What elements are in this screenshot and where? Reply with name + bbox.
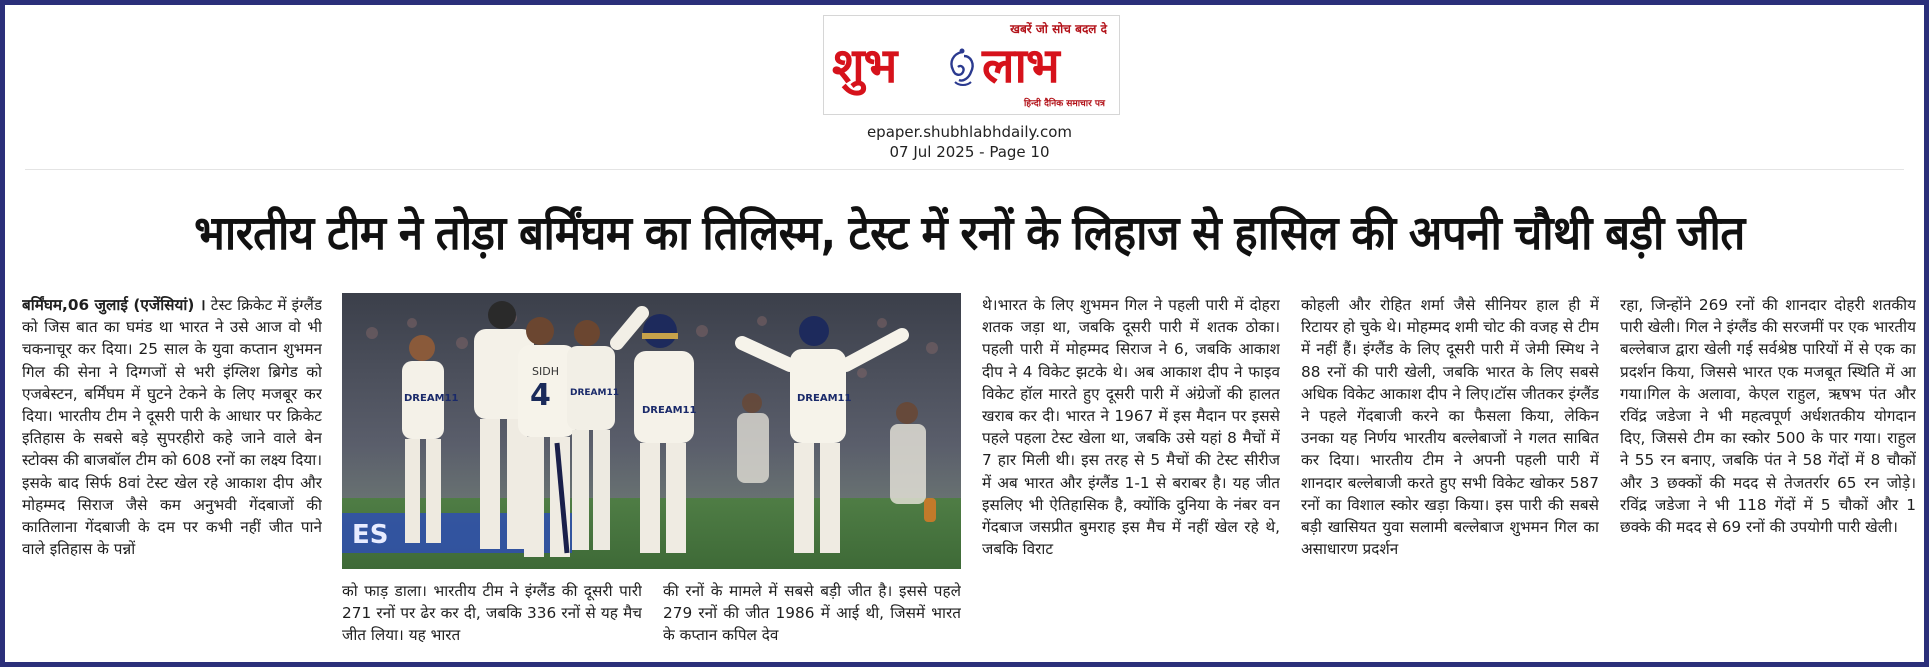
jersey-sponsor: DREAM11 [797,393,852,404]
article-column-3-text: की रनों के मामले में सबसे बड़ी जीत है। इससे पहले 279 रनों की जीत 1986 में आई थी, जिसमें भारत के कप्तान कपिल देव [663,582,961,645]
masthead-logo-left: शुभ [832,38,897,94]
masthead-tagline: खबरें जो सोच बदल दे [1010,22,1107,36]
jersey-sponsor: DREAM11 [642,405,697,416]
edition-date-page: 07 Jul 2025 - Page 10 [889,143,1050,161]
masthead [823,15,1120,115]
cricket-celebration-photo [342,293,961,569]
article-column-6-text: रहा, जिन्होंने 269 रनों की शानदार दोहरी शतकीय पारी खेली। गिल ने इंग्लैंड की सरजमीं पर एक भारतीय बल्लेबाज द्वारा खेली गई सर्वश्रेष्ठ पारियों में से एक का प्रदर्शन किया, जिससे भारत एक मजबूत स्थिति में आ गया।गिल के अलावा, केएल राहुल, ऋषभ पंत और रविंद्र जडेजा ने भी महत्वपूर्ण अर्धशतकीय योगदान दिए, जिससे टीम का स्कोर 500 के पार गया। राहुल ने 55 रन बनाए, जबकि पंत ने 58 गेंदों में 8 चौकों और 3 छक्कों की मदद से तेजतर्रार 65 रन जोड़े। रविंद्र जडेजा ने भी 118 गेंदों में 5 चौकों और 1 छक्के की मदद से 69 रनों की उपयोगी पारी खेली। [1620,296,1916,537]
jersey-sponsor: DREAM11 [404,393,459,404]
article-column-4-text: थे।भारत के लिए शुभमन गिल ने पहली पारी में दोहरा शतक जड़ा था, जबकि दूसरी पारी में शतक ठोका। पहली पारी में मोहम्मद सिराज ने 6, जबकि आकाश दीप ने 4 विकेट झटके थे। अब आकाश दीप ने फाइव विकेट हॉल मारते हुए दूसरी पारी में अंग्रेजों की हालत खराब कर दी। भारत ने 1967 में इस मैदान पर इससे पहले पहला टेस्ट खेला था, जबकि उसे यहां 8 मैचों में 7 हार मिली थी। इस तरह से 5 मैचों की टेस्ट सीरीज में अब भारत और इंग्लैंड 1-1 से बराबर है। यह जीत इसलिए भी ऐतिहासिक है, क्योंकि दुनिया के नंबर वन गेंदबाज जसप्रीत बुमराह इस मैच में नहीं खेल रहे थे, जबकि विराट [982,296,1280,559]
article-column-6 [1620,294,1916,654]
article-column-4 [982,294,1280,654]
article-column-2 [342,580,642,660]
svg-text:ES: ES [352,520,389,550]
article-column-1 [22,294,322,654]
ganesha-icon [941,46,983,88]
article-photo [342,293,961,569]
jersey-sponsor: DREAM11 [570,388,619,398]
article-headline: भारतीय टीम ने तोड़ा बर्मिंघम का तिलिस्म, टेस्ट में रनों के लिहाज से हासिल की अपनी चौथी बड़ी जीत [194,206,1745,261]
jersey-number: 4 [530,378,551,413]
header-divider [25,169,1904,170]
jersey-name: SIDH [532,365,559,378]
masthead-logo-right: लाभ [982,38,1059,94]
article-column-2-text: को फाड़ डाला। भारतीय टीम ने इंग्लैंड की दूसरी पारी 271 रनों पर ढेर कर दी, जबकि 336 रनों से यह मैच जीत लिया। यह भारत [342,582,642,645]
article-column-1-text: टेस्ट क्रिकेट में इंग्लैंड को जिस बात का घमंड था भारत ने उसे आज वो भी चकनाचूर कर दिया। 25 साल के युवा कप्तान शुभमन गिल की सेना ने दिग्गजों से भरी इंग्लिश ब्रिगेड को एजबेस्टन, बर्मिंघम में घुटने टेकने के लिए मजबूर कर दिया। भारतीय टीम ने दूसरी पारी के आधार पर क्रिकेट इतिहास के सबसे बड़े सुपरहीरो कहे जाने वाले बेन स्टोक्स की बाजबॉल टीम को 608 रनों का लक्ष्य दिया। इसके बाद सिर्फ 8वां टेस्ट खेल रहे आकाश दीप और मोहम्मद सिराज जैसे कम अनुभवी गेंदबाजों की कातिलाना गेंदबाजी के दम पर कभी नहीं जीत पाने वाले इतिहास के पन्नों [22,296,322,559]
epaper-url: epaper.shubhlabhdaily.com [866,123,1073,141]
article-column-5-text: कोहली और रोहित शर्मा जैसे सीनियर हाल ही में रिटायर हो चुके थे। मोहम्मद शमी चोट की वजह से टीम में नहीं हैं। इंग्लैंड के लिए दूसरी पारी में जेमी स्मिथ ने 88 रनों की पारी खेली, जबकि भारत के लिए सबसे अधिक विकेट आकाश दीप ने लिए।टॉस जीतकर इंग्लैंड ने पहले गेंदबाजी करने का फैसला किया, लेकिन उनका यह निर्णय भारतीय बल्लेबाजों ने गलत साबित कर दिया। भारतीय टीम ने अपनी पहली पारी में शानदार बल्लेबाजी करते हुए सभी विकेट खोकर 587 रनों का विशाल स्कोर खड़ा किया। इस पारी की सबसे बड़ी खासियत युवा सलामी बल्लेबाज शुभमन गिल का असाधारण प्रदर्शन [1301,296,1599,559]
article-column-3 [663,580,961,660]
article-column-5 [1301,294,1599,654]
article-dateline: बर्मिंघम,06 जुलाई (एजेंसियां) । [22,296,206,314]
masthead-subtitle: हिन्दी दैनिक समाचार पत्र [1023,99,1105,109]
